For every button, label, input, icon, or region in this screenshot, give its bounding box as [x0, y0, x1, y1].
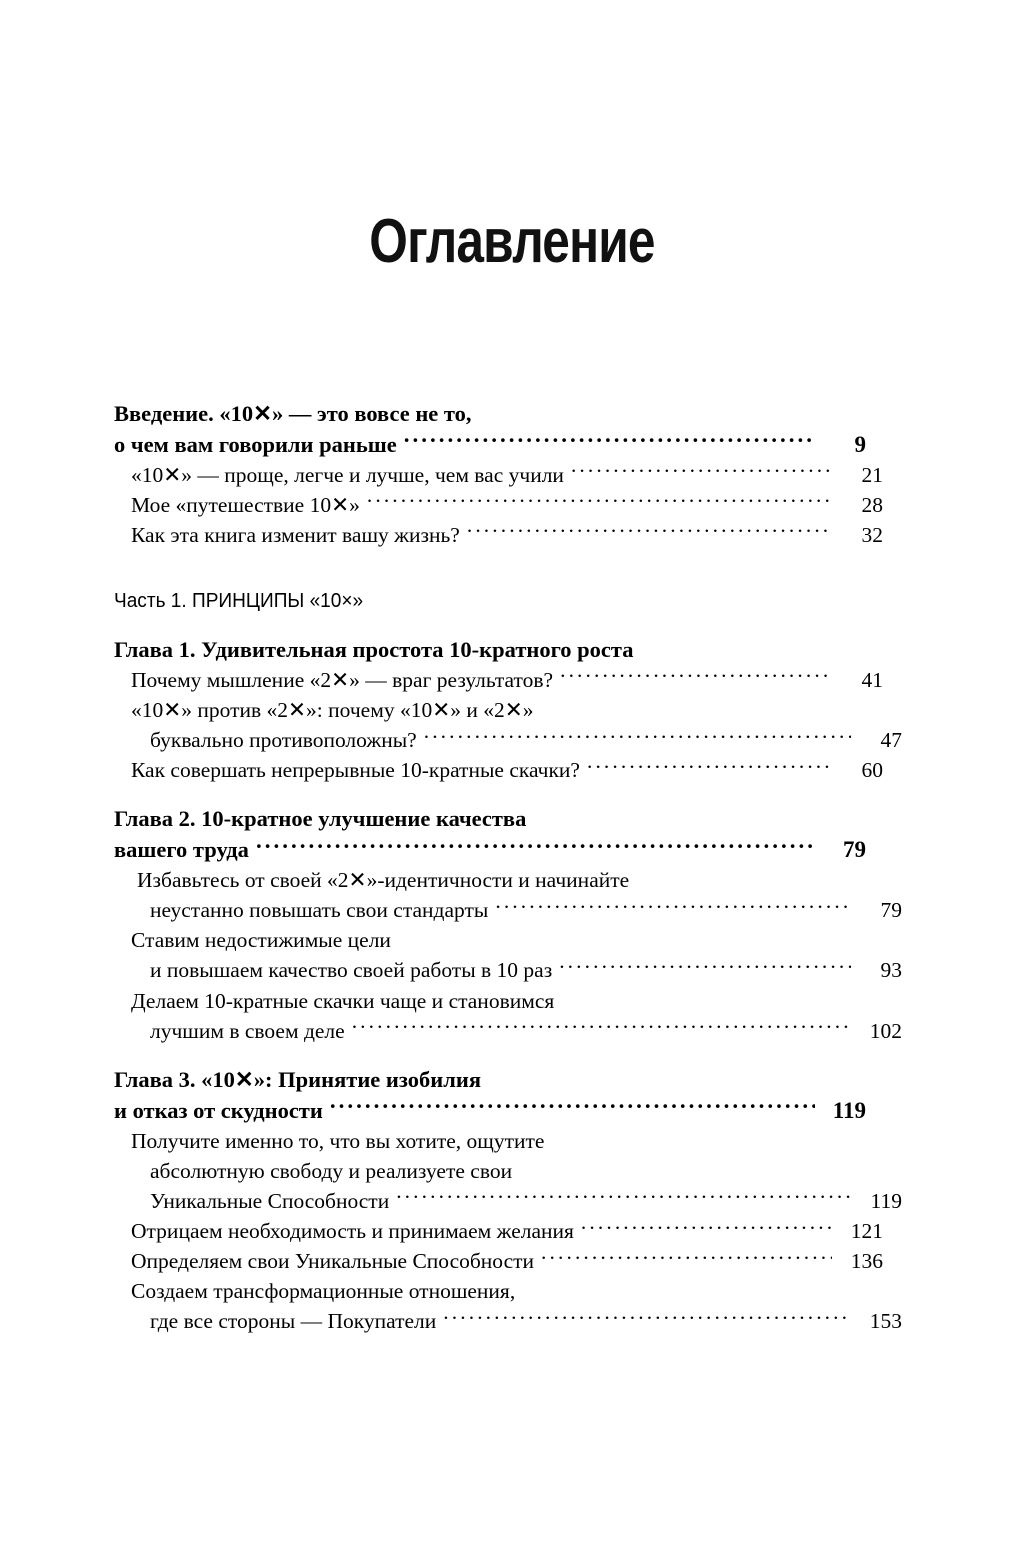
toc-line — [114, 1064, 866, 1095]
toc-entry-label: где все стороны — Покупатели — [150, 1309, 437, 1334]
toc-line — [114, 986, 883, 1016]
dot-leader — [424, 725, 851, 747]
page-number: 79 — [880, 898, 902, 923]
toc-entry-label: о чем вам говорили раньше — [114, 431, 397, 457]
toc-entry-label: «10✕» против «2✕»: почему «10✕» и «2✕» — [131, 697, 534, 722]
toc-line — [114, 1156, 902, 1186]
dot-leader — [352, 1016, 851, 1038]
toc-entry-chapter-1[interactable] — [114, 634, 866, 665]
toc-entry-label: Как эта книга изменит вашу жизнь? — [131, 522, 460, 547]
page-number: 119 — [870, 1188, 902, 1213]
page-number: 79 — [843, 837, 866, 863]
page-number: 21 — [861, 462, 883, 487]
toc-line — [114, 1247, 883, 1277]
toc-entry-label: Создаем трансформационные отношения, — [131, 1279, 516, 1304]
page-number: 102 — [869, 1018, 902, 1043]
dot-leader — [396, 1186, 851, 1208]
toc-entry-ch2-sub-1[interactable] — [114, 866, 902, 926]
toc-entry-introduction[interactable] — [114, 398, 866, 460]
toc-entry-ch1-sub-1[interactable] — [114, 665, 883, 695]
toc-entry-label: вашего труда — [114, 837, 249, 863]
dot-leader — [551, 1126, 832, 1148]
toc-entry-label: Определяем свои Уникальные Способности — [131, 1249, 535, 1274]
toc-entry-label: Уникальные Способности — [150, 1188, 390, 1213]
page-number: 153 — [869, 1309, 902, 1334]
toc-line — [114, 1016, 902, 1046]
toc-entry-label: Избавьтесь от своей «2✕»-идентичности и начинайте — [137, 868, 630, 893]
toc-line — [114, 1217, 883, 1247]
page-number: 9 — [854, 431, 866, 457]
toc-line — [114, 398, 866, 429]
toc-entry-ch2-sub-3[interactable] — [114, 986, 902, 1046]
dot-leader — [560, 665, 832, 687]
toc-entry-label: Глава 2. 10-кратное улучшение качества — [114, 806, 527, 832]
page-number: 93 — [880, 958, 902, 983]
section-spacer — [114, 786, 866, 804]
section-spacer — [114, 1046, 866, 1064]
dot-leader — [479, 398, 815, 421]
dot-leader — [561, 986, 832, 1008]
toc-entry-label: Введение. «10✕» — это вовсе не то, — [114, 400, 472, 426]
toc-line — [114, 634, 866, 665]
toc-line — [114, 695, 883, 725]
toc-line — [114, 665, 883, 695]
page-number: 119 — [832, 1097, 866, 1123]
toc-entry-ch1-sub-2[interactable] — [114, 695, 902, 755]
toc-line — [114, 866, 889, 896]
toc-entry-label: лучшим в своем деле — [150, 1018, 345, 1043]
toc-line — [114, 1186, 902, 1216]
toc-entry-label: неустанно повышать свои стандарты — [150, 898, 489, 923]
toc-entry-label: Глава 3. «10✕»: Принятие изобилия — [114, 1066, 481, 1092]
toc-entry-ch3-sub-4[interactable] — [114, 1277, 902, 1337]
toc-entry-label: Часть 1. ПРИНЦИПЫ «10×» — [114, 589, 364, 613]
toc-entry-label: Получите именно то, что вы хотите, ощутите — [131, 1128, 545, 1153]
toc-line — [114, 490, 883, 520]
toc-entry-part-1[interactable] — [114, 586, 866, 616]
dot-leader — [571, 460, 832, 482]
toc-entry-chapter-3[interactable] — [114, 1064, 866, 1126]
toc-entry-ch3-sub-2[interactable] — [114, 1217, 883, 1247]
toc-line — [114, 725, 902, 755]
page-number: 60 — [861, 758, 883, 783]
toc-entry-label: абсолютную свободу и реализуете свои — [150, 1158, 513, 1183]
dot-leader — [256, 835, 815, 858]
page-number: 28 — [861, 492, 883, 517]
page-number: 41 — [861, 667, 883, 692]
toc-entry-ch1-sub-3[interactable] — [114, 756, 883, 786]
toc-line — [114, 460, 883, 490]
dot-leader — [522, 1277, 832, 1299]
toc-entry-ch3-sub-3[interactable] — [114, 1247, 883, 1277]
toc-entry-label: «10✕» — проще, легче и лучше, чем вас учили — [131, 462, 564, 487]
toc-entry-label: Почему мышление «2✕» — враг результатов? — [131, 667, 554, 692]
dot-leader — [367, 490, 832, 512]
toc-entry-intro-sub-1[interactable] — [114, 460, 883, 490]
toc-line — [114, 1307, 902, 1337]
toc-line — [114, 429, 866, 460]
dot-leader — [495, 896, 851, 918]
section-spacer — [114, 616, 866, 634]
page-number: 121 — [850, 1219, 883, 1243]
toc-entry-label: Глава 1. Удивительная простота 10-кратного роста — [114, 636, 634, 662]
page-number: 47 — [880, 727, 902, 752]
dot-leader — [398, 926, 832, 948]
dot-leader — [587, 756, 832, 778]
dot-leader — [541, 1247, 832, 1269]
toc-line — [114, 1277, 883, 1307]
toc-entry-label: и отказ от скудности — [114, 1097, 323, 1123]
table-of-contents — [114, 398, 902, 1337]
dot-leader — [488, 1064, 815, 1087]
dot-leader — [533, 804, 815, 827]
dot-leader — [636, 866, 838, 888]
toc-line — [114, 1095, 866, 1126]
toc-line — [114, 926, 883, 956]
toc-line — [114, 804, 866, 835]
dot-leader — [467, 520, 832, 542]
page-number: 32 — [861, 522, 883, 547]
section-spacer — [114, 550, 866, 586]
toc-entry-intro-sub-2[interactable] — [114, 490, 883, 520]
toc-entry-label: буквально противоположны? — [150, 727, 417, 752]
dot-leader — [540, 695, 832, 717]
toc-line — [114, 586, 813, 616]
toc-entry-label: и повышаем качество своей работы в 10 раз — [150, 958, 553, 983]
dot-leader — [519, 1156, 851, 1178]
page-title: Оглавление — [369, 207, 655, 276]
toc-entry-ch3-sub-1[interactable] — [114, 1126, 902, 1216]
dot-leader — [443, 1307, 851, 1329]
toc-entry-chapter-2[interactable] — [114, 804, 866, 866]
toc-line — [114, 756, 883, 786]
page-number: 136 — [850, 1249, 883, 1274]
dot-leader — [581, 1217, 832, 1239]
toc-entry-label: Отрицаем необходимость и принимаем желания — [131, 1219, 574, 1243]
dot-leader — [559, 956, 851, 978]
toc-line — [114, 1126, 883, 1156]
dot-leader — [330, 1095, 815, 1118]
toc-entry-label: Мое «путешествие 10✕» — [131, 492, 360, 517]
toc-line — [114, 956, 902, 986]
dot-leader — [640, 634, 815, 657]
toc-entry-intro-sub-3[interactable] — [114, 520, 883, 550]
toc-entry-label: Ставим недостижимые цели — [131, 928, 391, 953]
dot-leader — [370, 587, 766, 608]
toc-line — [114, 520, 883, 550]
toc-entry-ch2-sub-2[interactable] — [114, 926, 902, 986]
toc-line — [114, 896, 902, 926]
toc-entry-label: Как совершать непрерывные 10-кратные скачки? — [131, 758, 580, 783]
toc-entry-label: Делаем 10-кратные скачки чаще и становимся — [131, 988, 555, 1013]
dot-leader — [404, 429, 815, 452]
toc-line — [114, 835, 866, 866]
